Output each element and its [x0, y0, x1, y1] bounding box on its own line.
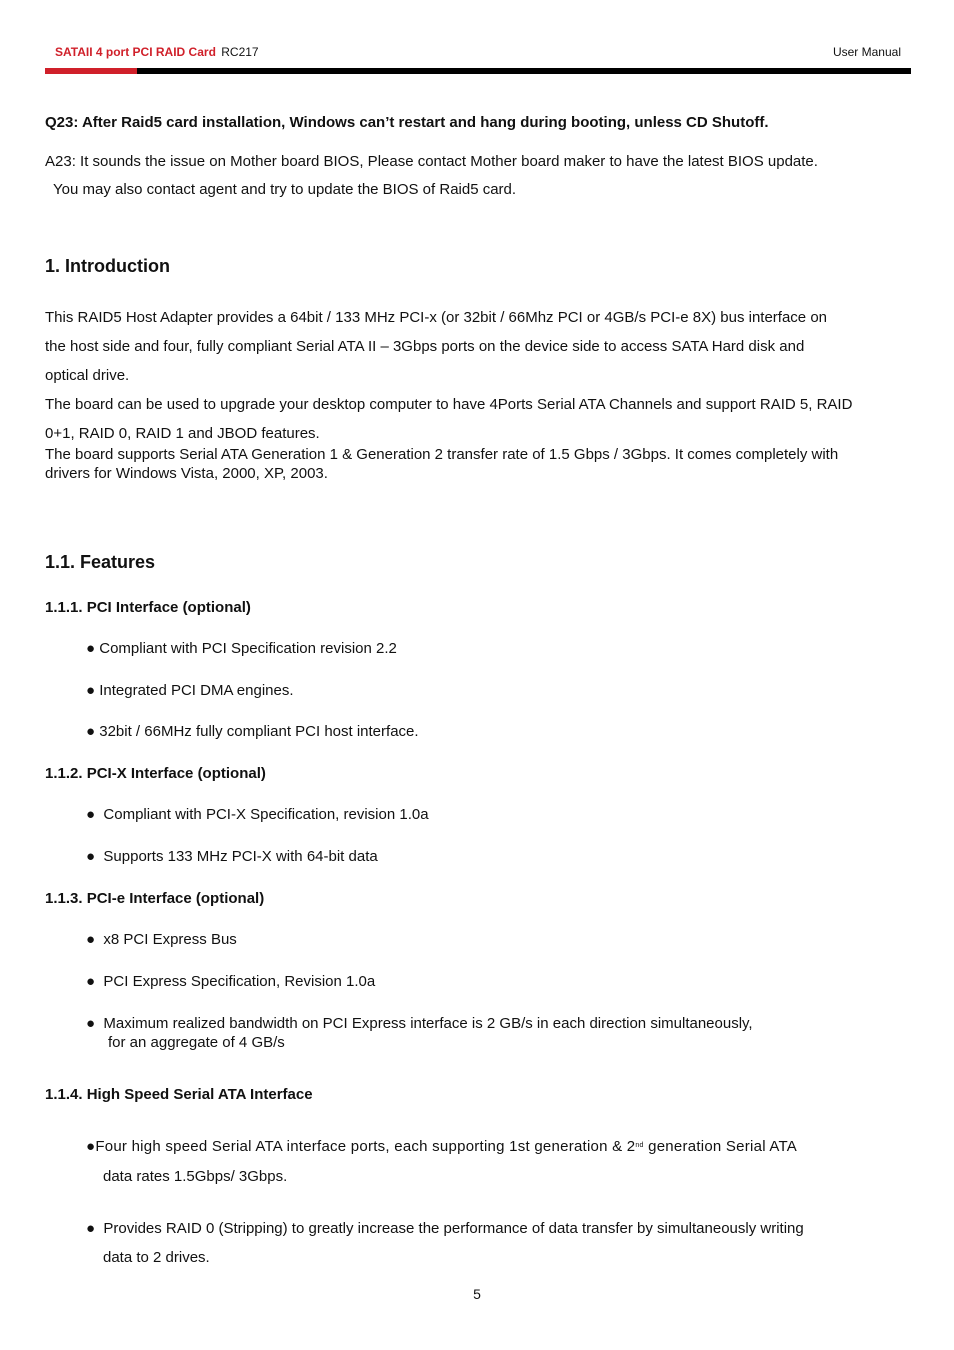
pcie-item-3-line2: for an aggregate of 4 GB/s — [108, 1034, 285, 1051]
list-item: ● Compliant with PCI-X Specification, revision 1.0a — [86, 806, 429, 823]
sata-item-1-part2: generation Serial ATA — [643, 1138, 798, 1155]
pcie-heading: 1.1.3. PCI-e Interface (optional) — [45, 890, 265, 907]
sata-item-1-sup: nd — [635, 1142, 644, 1149]
intro-heading: 1. Introduction — [45, 256, 170, 276]
intro-p2-line1: The board can be used to upgrade your desktop computer to have 4Ports Serial ATA Channels and support RAID 5, RAID — [45, 396, 853, 413]
header-product: SATAII 4 port PCI RAID Card — [55, 45, 216, 59]
intro-p1-line3: optical drive. — [45, 367, 130, 384]
faq-answer-line2: You may also contact agent and try to update the BIOS of Raid5 card. — [53, 181, 517, 198]
list-item: ● x8 PCI Express Bus — [86, 931, 237, 948]
header-rule-accent — [45, 68, 137, 74]
header-rule — [45, 68, 911, 74]
pci-item-3: 32bit / 66MHz fully compliant PCI host interface. — [99, 723, 419, 740]
pci-heading: 1.1.1. PCI Interface (optional) — [45, 599, 251, 616]
list-item: ● Integrated PCI DMA engines. — [86, 682, 294, 699]
pcie-item-3-line1: Maximum realized bandwidth on PCI Express interface is 2 GB/s in each direction simultaneously, — [103, 1015, 753, 1032]
intro-p1-line2: the host side and four, fully compliant Serial ATA II – 3Gbps ports on the device side to access SATA Hard disk and — [45, 338, 805, 355]
page-number: 5 — [473, 1286, 481, 1302]
list-item: ● 32bit / 66MHz fully compliant PCI host interface. — [86, 723, 419, 740]
pcix-item-1: Compliant with PCI-X Specification, revision 1.0a — [103, 806, 429, 823]
header-model: RC217 — [221, 45, 259, 59]
intro-p1-line1: This RAID5 Host Adapter provides a 64bit / 133 MHz PCI-x (or 32bit / 66Mhz PCI or 4GB/s PCI-e 8X) bus interface on — [45, 309, 827, 326]
header-doc-type: User Manual — [832, 45, 901, 59]
sata-item-1-line2: data rates 1.5Gbps/ 3Gbps. — [103, 1168, 288, 1185]
sata-item-2-line1: Provides RAID 0 (Stripping) to greatly increase the performance of data transfer by simultaneously writing — [103, 1220, 804, 1237]
faq-answer-line1: A23: It sounds the issue on Mother board BIOS, Please contact Mother board maker to have the latest BIOS update. — [45, 153, 818, 170]
intro-p3-line2: drivers for Windows Vista, 2000, XP, 2003. — [45, 465, 328, 482]
pcie-item-1: x8 PCI Express Bus — [103, 931, 237, 948]
list-item: ● Maximum realized bandwidth on PCI Express interface is 2 GB/s in each direction simultaneously, — [86, 1015, 753, 1032]
header-product-title — [55, 45, 259, 59]
sata-item-2-line2: data to 2 drives. — [103, 1249, 210, 1266]
pci-item-1: Compliant with PCI Specification revision 2.2 — [99, 640, 397, 657]
intro-p3-line1: The board supports Serial ATA Generation 1 & Generation 2 transfer rate of 1.5 Gbps / 3Gbps. It comes completely with — [45, 446, 839, 463]
list-item: ● Compliant with PCI Specification revision 2.2 — [86, 640, 397, 657]
pcix-item-2: Supports 133 MHz PCI-X with 64-bit data — [103, 848, 378, 865]
pcix-heading: 1.1.2. PCI-X Interface (optional) — [45, 765, 266, 782]
list-item: ● Supports 133 MHz PCI-X with 64-bit data — [86, 848, 378, 865]
list-item: ● Provides RAID 0 (Stripping) to greatly increase the performance of data transfer by simultaneously writing — [86, 1220, 804, 1237]
pci-item-2: Integrated PCI DMA engines. — [99, 682, 294, 699]
faq-question: Q23: After Raid5 card installation, Windows can’t restart and hang during booting, unless CD Shutoff. — [45, 114, 769, 131]
list-item: ●Four high speed Serial ATA interface ports, each supporting 1st generation & 2nd generation Serial ATA — [86, 1138, 798, 1155]
sata-item-1-part1: Four high speed Serial ATA interface ports, each supporting 1st generation & 2 — [95, 1138, 636, 1155]
intro-p2-line2: 0+1, RAID 0, RAID 1 and JBOD features. — [45, 425, 320, 442]
features-heading: 1.1. Features — [45, 552, 156, 572]
pcie-item-2: PCI Express Specification, Revision 1.0a — [103, 973, 376, 990]
list-item: ● PCI Express Specification, Revision 1.0a — [86, 973, 376, 990]
sata-heading: 1.1.4. High Speed Serial ATA Interface — [45, 1086, 313, 1103]
